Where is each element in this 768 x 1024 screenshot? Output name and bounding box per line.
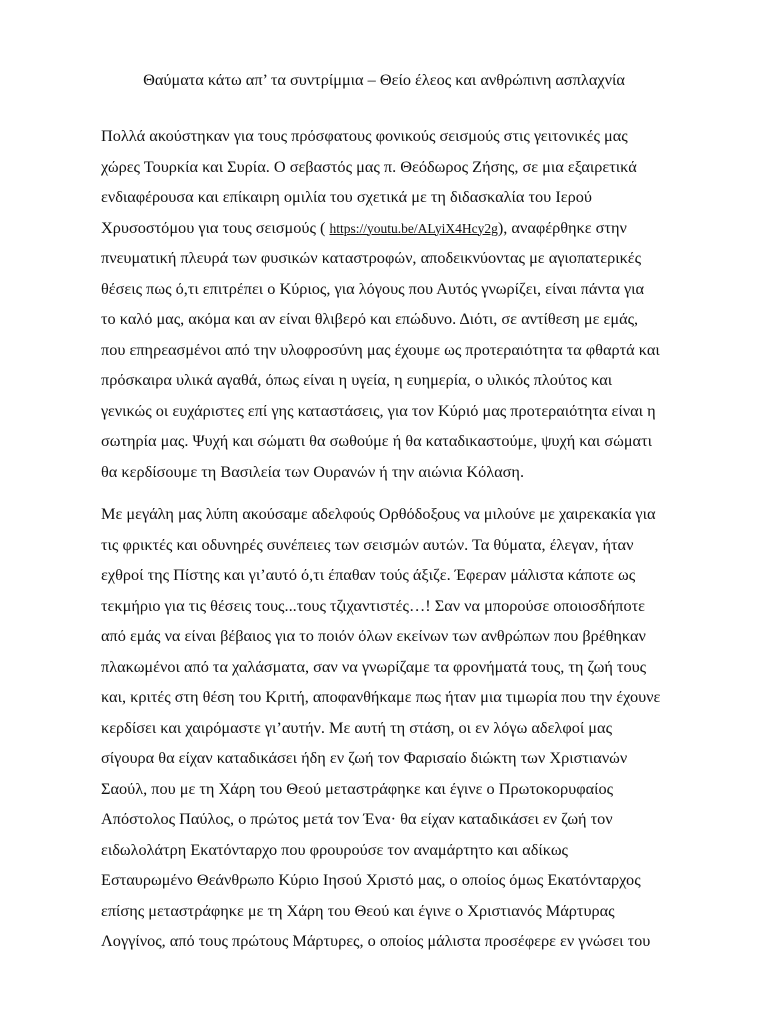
document-title: Θαύματα κάτω απ’ τα συντρίμμια – Θείο έλεος και ανθρώπινη ασπλαχνία bbox=[143, 70, 625, 89]
text-line: από εμάς να είναι βέβαιος για το ποιόν όλων εκείνων των ανθρώπων που βρέθηκαν bbox=[101, 626, 646, 645]
text-line: επίσης μεταστράφηκε με τη Χάρη του Θεού και έγινε ο Χριστιανός Μάρτυρας bbox=[101, 900, 615, 920]
text-line: Πολλά ακούστηκαν για τους πρόσφατους φονικούς σεισμούς στις γειτονικές μας bbox=[101, 126, 628, 145]
text-line: και, κριτές στη θέση του Κριτή, αποφανθήκαμε πως ήταν μια τιμωρία που την έχουνε bbox=[101, 687, 661, 706]
text-line: Εσταυρωμένο Θεάνθρωπο Κύριο Ιησού Χριστό μας, ο οποίος όμως Εκατόνταρχος bbox=[101, 870, 641, 889]
text-line: χώρες Τουρκία και Συρία. Ο σεβαστός μας π. Θεόδωρος Ζήσης, σε μια εξαιρετικά bbox=[101, 156, 637, 176]
text-segment: Χρυσοστόμου για τους σεισμούς ( bbox=[101, 217, 330, 237]
text-segment: ), αναφέρθηκε στην bbox=[497, 217, 627, 237]
text-line: πρόσκαιρα υλικά αγαθά, όπως είναι η υγεία, η ευημερία, ο υλικός πλούτος και bbox=[101, 370, 613, 389]
text-line: πνευματική πλευρά των φυσικών καταστροφών, αποδεικνύοντας με αγιοπατερικές bbox=[101, 248, 642, 267]
text-line: ειδωλολάτρη Εκατόνταρχο που φρουρούσε τον αναμάρτητο και αδίκως bbox=[101, 839, 568, 859]
text-line: τις φρικτές και οδυνηρές συνέπειες των σεισμών αυτών. Τα θύματα, έλεγαν, ήταν bbox=[101, 534, 634, 554]
youtube-link[interactable]: https://youtu.be/ALyiX4Hcy2g bbox=[329, 220, 498, 236]
text-line-with-link bbox=[101, 213, 660, 244]
paragraph-2 bbox=[101, 499, 660, 957]
text-line: θέσεις πως ό,τι επιτρέπει ο Κύριος, για λόγους που Αυτός γνωρίζει, είναι πάντα για bbox=[101, 278, 645, 298]
text-line: το καλό μας, ακόμα και αν είναι θλιβερό και επώδυνο. Διότι, σε αντίθεση με εμάς, bbox=[101, 309, 639, 328]
paragraph-1 bbox=[101, 121, 660, 487]
text-line: που επηρεασμένοι από την υλοφροσύνη μας έχουμε ως προτεραιότητα τα φθαρτά και bbox=[101, 339, 660, 359]
text-line: Με μεγάλη μας λύπη ακούσαμε αδελφούς Ορθόδοξους να μιλούνε με χαιρεκακία για bbox=[101, 504, 656, 523]
text-line: πλακωμένοι από τα χαλάσματα, σαν να γνωρίζαμε τα φρονήματά τους, τη ζωή τους bbox=[101, 656, 647, 676]
text-line: Σαούλ, που με τη Χάρη του Θεού μεταστράφηκε και έγινε ο Πρωτοκορυφαίος bbox=[101, 778, 614, 798]
text-line: κερδίσει και χαιρόμαστε γι’αυτήν. Με αυτή τη στάση, οι εν λόγω αδελφοί μας bbox=[101, 717, 613, 737]
text-line: τεκμήριο για τις θέσεις τους...τους τζιχαντιστές…! Σαν να μπορούσε οποιοσδήποτε bbox=[101, 595, 645, 615]
text-line: γενικώς οι ευχάριστες επί γης καταστάσεις, για τον Κύριό μας προτεραιότητα είναι η bbox=[101, 400, 656, 420]
text-line: θα κερδίσουμε τη Βασιλεία των Ουρανών ή την αιώνια Κόλαση. bbox=[101, 461, 525, 481]
text-line: Λογγίνος, από τους πρώτους Μάρτυρες, ο οποίος μάλιστα προσέφερε εν γνώσει του bbox=[101, 931, 651, 950]
text-line: Απόστολος Παύλος, ο πρώτος μετά τον Ένα· θα είχαν καταδικάσει εν ζωή τον bbox=[101, 809, 613, 828]
text-line: εχθροί της Πίστης και γι’αυτό ό,τι έπαθαν τούς άξιζε. Έφεραν μάλιστα κάποτε ως bbox=[101, 565, 636, 584]
text-line: ενδιαφέρουσα και επίκαιρη ομιλία του σχετικά με τη διδασκαλία του Ιερού bbox=[101, 187, 592, 206]
text-line: σίγουρα θα είχαν καταδικάσει ήδη εν ζωή τον Φαρισαίο διώκτη των Χριστιανών bbox=[101, 748, 628, 767]
text-line: σωτηρία μας. Ψυχή και σώματι θα σωθούμε ή θα καταδικαστούμε, ψυχή και σώματι bbox=[101, 431, 653, 450]
